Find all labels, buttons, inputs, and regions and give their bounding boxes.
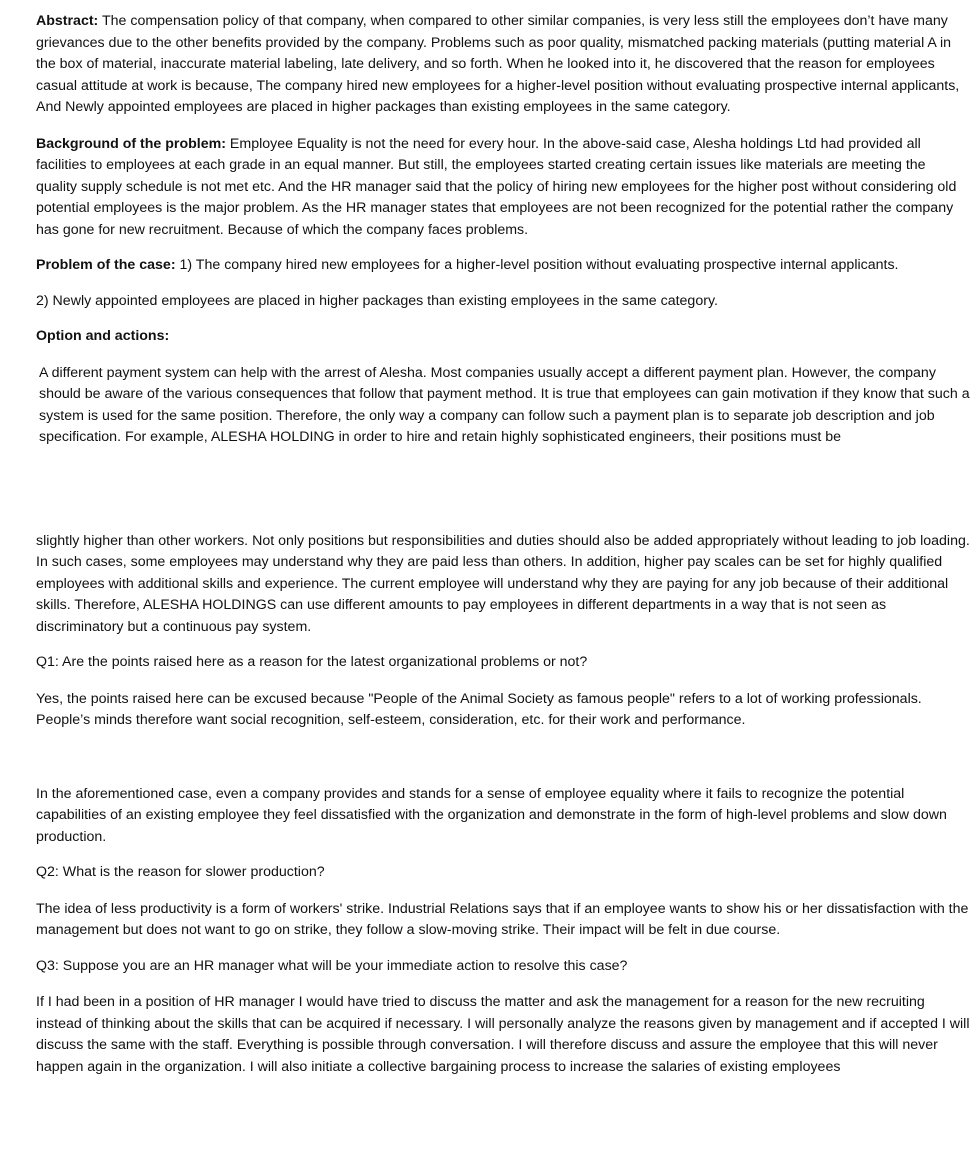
question-3: Q3: Suppose you are an HR manager what will be your immediate action to resolve this case? (36, 957, 628, 974)
background-text: Employee Equality is not the need for every hour. In the above-said case, Alesha holdings Ltd had provided all facilities to employees at each grade in an equal manner. But still, the employees started creating certain issues like materials are meeting the quality supply schedule is not met etc. And the HR manager said that the policy of hiring new employees for the higher post without considering old potential employees is the major problem. As the HR manager states that employees are not been recognized for the potential rather the company has gone for new recruitment. Because of which the company faces problems. (36, 135, 957, 238)
answer-1-continued: In the aforementioned case, even a company provides and stands for a sense of employee equality where it fails to recognize the potential capabilities of an existing employee they feel dissatisfied with the organization and demonstrate in the form of high-level problems and slow down production. (36, 785, 947, 845)
abstract-text: The compensation policy of that company, when compared to other similar companies, is very less still the employees don’t have many grievances due to the other benefits provided by the company. Problems such as poor quality, mismatched packing materials (putting material A in the box of material, inaccurate material labeling, late delivery, and so forth. When he looked into it, he discovered that the reason for employees casual attitude at work is because, The company hired new employees for a higher-level position without evaluating prospective internal applicants, And Newly appointed employees are placed in higher packages than existing employees in the same category. (36, 13, 960, 115)
question-2: Q2: What is the reason for slower production? (36, 864, 325, 880)
problem-point-2: 2) Newly appointed employees are placed in higher packages than existing employees in the same category. (36, 292, 718, 309)
question-1: Q1: Are the points raised here as a reason for the latest organizational problems or not? (36, 654, 588, 670)
background-paragraph (36, 134, 970, 242)
answer-2: The idea of less productivity is a form of workers' strike. Industrial Relations says that if an employee wants to show his or her dissatisfaction with the management but does not want to go on strike, they follow a slow-moving strike. Their impact will be felt in due course. (36, 900, 969, 938)
document-page (36, 11, 970, 1078)
abstract-paragraph (36, 11, 970, 119)
problem-paragraph (36, 255, 970, 277)
options-body: A different payment system can help with the arrest of Alesha. Most companies usually accept a different payment plan. However, the company should be aware of the various consequences that follow that payment method. It is true that employees can gain motivation if they know that such a system is used for the same position. Therefore, the only way a company can follow such a payment plan is to separate job description and job specification. For example, ALESHA HOLDING in order to hire and retain highly sophisticated engineers, their positions must be (39, 364, 970, 445)
options-continued: slightly higher than other workers. Not only positions but responsibilities and duties should also be added appropriately without leading to job loading. In such cases, some employees may understand why they are paid less than others. In addition, higher pay scales can be set for highly qualified employees with additional skills and experience. The current employee will understand why they are paying for any job because of their additional skills. Therefore, ALESHA HOLDINGS can use different amounts to pay employees in different departments in a way that is not seen as discriminatory but a continuous pay system. (36, 532, 970, 635)
background-label: Background of the problem: (36, 135, 226, 152)
problem-point-1: 1) The company hired new employees for a higher-level position without evaluating prospective internal applicants. (175, 257, 899, 273)
options-heading: Option and actions: (36, 328, 170, 344)
answer-1: Yes, the points raised here can be excused because "People of the Animal Society as famous people" refers to a lot of working professionals. People’s minds therefore want social recognition, self-esteem, consideration, etc. for their work and performance. (36, 690, 922, 728)
answer-3: If I had been in a position of HR manager I would have tried to discuss the matter and ask the management for a reason for the new recruiting instead of thinking about the skills that can be acquired if necessary. I will personally analyze the reasons given by management and if accepted I will discuss the same with the staff. Everything is possible through conversation. I will therefore discuss and assure the employee that this will never happen again in the organization. I will also initiate a collective bargaining process to increase the salaries of existing employees (36, 994, 970, 1075)
problem-label: Problem of the case: (36, 257, 176, 273)
abstract-label: Abstract: (36, 13, 99, 29)
